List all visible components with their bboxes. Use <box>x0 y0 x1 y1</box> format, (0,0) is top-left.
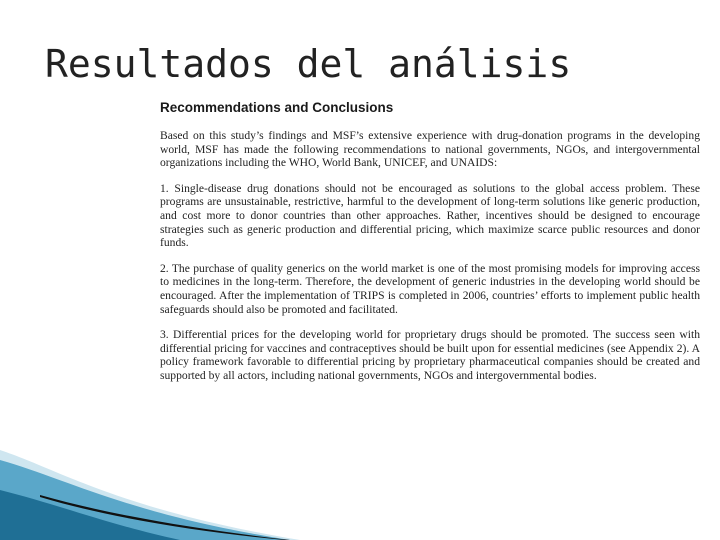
paragraph-recommendation-2: 2. The purchase of quality generics on the world market is one of the most promising models for improving access to medicines in the long-term. Therefore, the development of generic industries in the developing world should be encouraged. After the implementation of TRIPS is completed in 2006, countries’ efforts to implement public health safeguards should also be promoted and facilitated. <box>160 261 700 316</box>
document-excerpt <box>160 100 700 395</box>
wave-decoration <box>0 450 300 540</box>
document-heading: Recommendations and Conclusions <box>160 100 394 115</box>
paragraph-recommendation-1: 1. Single-disease drug donations should not be encouraged as solutions to the global access problem. These programs are unsustainable, restrictive, harmful to the development of long-term solutions like generic production, and cost more to donor countries than other approaches. Rather, incentives should be designed to encourage strategies such as generic production and differential pricing, which maximize scarce public resources and donor funds. <box>160 181 700 250</box>
paragraph-intro: Based on this study’s findings and MSF’s extensive experience with drug-donation programs in the developing world, MSF has made the following recommendations to national governments, NGOs, and intergovernmental organizations including the WHO, World Bank, UNICEF, and UNAIDS: <box>160 129 700 170</box>
paragraph-recommendation-3: 3. Differential prices for the developing world for proprietary drugs should be promoted. The success seen with differential pricing for vaccines and contraceptives should be built upon for essential medicines (see Appendix 2). A policy framework favorable to differential pricing by proprietary pharmaceutical companies should be created and supported by all actors, including national governments, NGOs and intergovernmental bodies. <box>160 328 700 382</box>
slide-title: Resultados del análisis <box>45 42 572 86</box>
